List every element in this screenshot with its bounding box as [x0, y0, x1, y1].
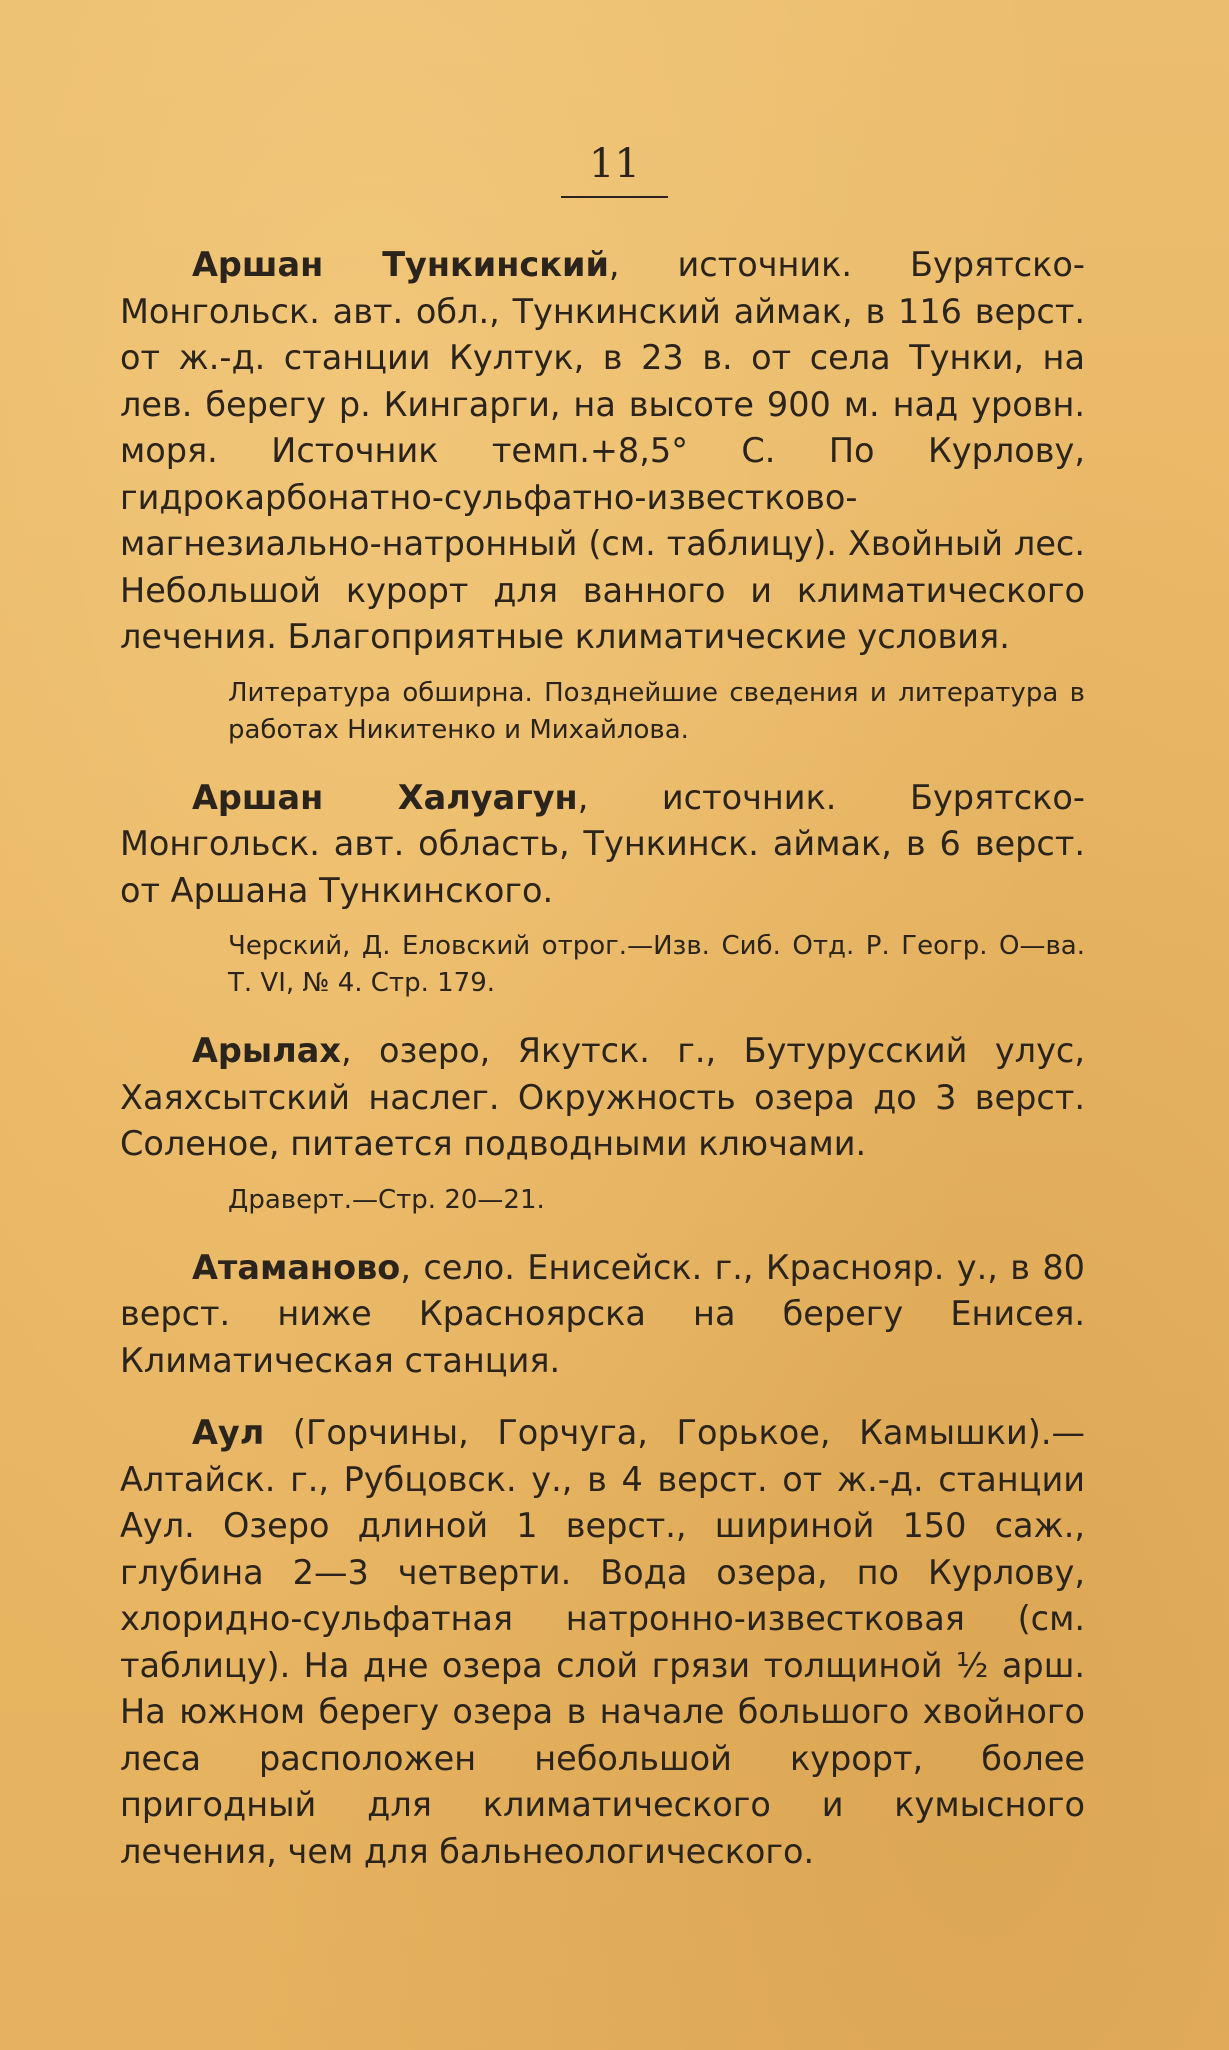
entry-arshan-khaluagun	[120, 775, 1085, 1003]
entry-atamanovo	[120, 1245, 1085, 1385]
entry-description: , село. Енисейск. г., Краснояр. у., в 80 верст. ниже Красноярска на берегу Енисея. Климатическая станция.	[120, 1247, 1085, 1380]
entry-description: (Горчины, Горчуга, Горькое, Камышки).—Алтайск. г., Рубцовск. у., в 4 верст. от ж.-д. станции Аул. Озеро длиной 1 верст., шириной 150 саж., глубина 2—3 четверти. Вода озера, по Курлову, хлоридно-сульфатная натронно-известковая (см. таблицу). На дне озера слой грязи толщиной ½ арш. На южном берегу озера в начале большого хвойного леса расположен небольшой курорт, более пригодный для климатического и кумысного лечения, чем для бальнеологического.	[120, 1413, 1085, 1871]
entry-description: , озеро, Якутск. г., Бутурусский улус, Хаяхсытский наслег. Окружность озера до 3 верст. Соленое, питается подводными ключами.	[120, 1031, 1085, 1163]
entry-reference: Черский, Д. Еловский отрог.—Изв. Сиб. Отд. Р. Геогр. О—ва. Т. VI, № 4. Стр. 179.	[228, 931, 1085, 998]
entry-reference: Драверт.—Стр. 20—21.	[228, 1184, 545, 1215]
entries-list	[120, 242, 1085, 1901]
entry-body	[120, 242, 1085, 661]
page-number: 11	[561, 140, 668, 198]
entry-reference: Литература обширна. Позднейшие сведения и литература в работах Никитенко и Михайлова.	[228, 677, 1085, 745]
entry-aul	[120, 1410, 1085, 1875]
entry-body	[120, 775, 1085, 915]
entry-headword: Арылах	[192, 1031, 341, 1070]
entry-arylakh	[120, 1028, 1085, 1219]
entry-headword: Аул	[192, 1413, 265, 1452]
entry-body	[120, 1410, 1085, 1875]
page-number-container	[0, 140, 1229, 198]
entry-description: , источник. Бурятско-Монгольск. авт. обл., Тункинский аймак, в 116 верст. от ж.-д. станции Култук, в 23 в. от села Тунки, на лев. берегу р. Кингарги, на высоте 900 м. над уровн. моря. Источник темп.+8,5° С. По Курлову, гидрокарбонатно-сульфатно-известково-магнезиально-натронный (см. таблицу). Хвойный лес. Небольшой курорт для ванного и климатического лечения. Благоприятные климатические условия.	[120, 245, 1085, 656]
entry-body	[120, 1245, 1085, 1385]
entry-description: , источник. Бурятско-Монгольск. авт. область, Тункинск. аймак, в 6 верст. от Аршана Тункинского.	[120, 777, 1085, 910]
entry-headword: Аршан Халуагун	[192, 777, 578, 817]
entry-headword: Аршан Тункинский	[192, 245, 609, 284]
entry-headword: Атаманово	[192, 1247, 401, 1287]
entry-body	[120, 1028, 1085, 1168]
entry-arshan-tunkinsky	[120, 242, 1085, 749]
